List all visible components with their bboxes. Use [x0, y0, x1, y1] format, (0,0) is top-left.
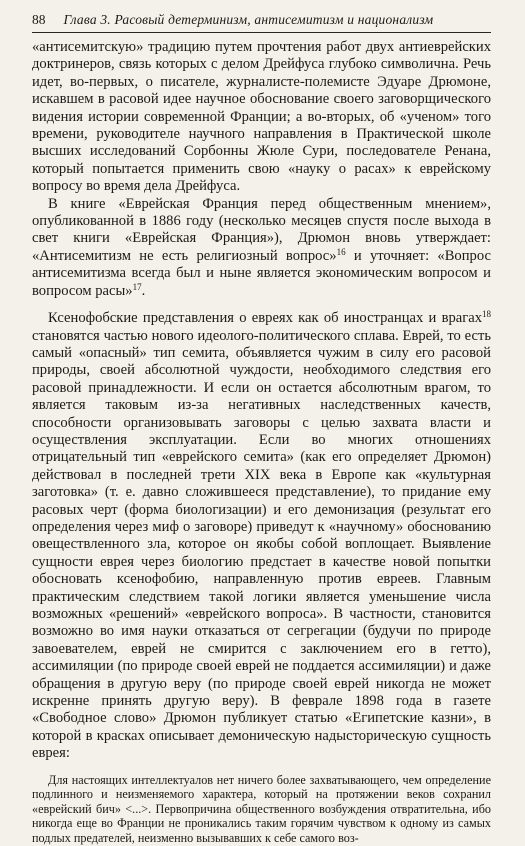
paragraph-1: «антисемитскую» традицию путем прочтения работ двух антиеврейских доктринеров, связь которых с делом Дрейфуса глубоко символична. Речь идет, во-первых, о писателе, журналисте-полемисте Эдуаре Дрюмоне, искавшем в расовой идее научное обоснование своего заговорщического видения истории современной Франции; а во-вторых, об «ученом» того времени, руководителе научного направления в Практической школе высших исследований Сорбонны Жюле Сури, последователе Ренана, который попытается применить свою «науку о расах» к еврейскому вопросу во время дела Дрейфуса. [32, 39, 491, 195]
footnote-ref-17: 17 [132, 281, 142, 292]
paragraph-3-text: становятся частью нового идеолого-политического сплава. Еврей, то есть самый «опасный» тип семита, объявляется чужим в силу его расовой природы, своей абсолютной чуждости, необходимого следствия его расовой принадлежности. И если он остается абсолютным врагом, то является таковым из-за негативных наследственных качеств, способности организовывать заговоры с целью захвата власти и осуществления эксплуатации. Если во многих отношениях отрицательный тип «еврейского семита» (как его определяет Дрюмон) действовал в последней трети XIX века в Европе как «культурная заготовка» (т. е. давно сложившееся представление), то придание ему расовых черт (форма биологизации) и его демонизация (результат его определения через миф о заговоре) приведут к «научному» обоснованию овеществленного зла, которое он якобы собой воплощает. Выявление сущности еврея через биологию предстает в качестве новой попытки обосновать ксенофобию, направленную против евреев. Главным практическим следствием такой логики является уменьшение числа возможных «решений» «еврейского вопроса». В частности, становится возможно во имя науки отказаться от сегрегации (будучи по природе завоевателем, еврей не смирится с заключением его в гетто), ассимиляции (по природе своей еврей не поддается ассимиляции) и даже обращения в другую веру (по природе своей еврей никогда не может искренне принять другую веру). В феврале 1898 года в газете «Свободное слово» Дрюмон публикует статью «Египетские казни», в которой в красках описывает демоническую надысторическую сущность еврея: [32, 327, 491, 762]
chapter-title: Глава 3. Расовый детерминизм, антисемитизм и национализм [63, 12, 434, 27]
paragraph-3 [32, 310, 491, 763]
paragraph-2-end: . [141, 282, 146, 299]
paragraph-2 [32, 196, 491, 300]
block-quote [32, 773, 491, 846]
paragraph-2-text: В книге «Еврейская Франция перед общественным мнением», опубликованной в 1886 году (несколько месяцев спустя после выхода в свет книги «Еврейская Франция»), Дрюмон вновь утверждает: «Антисемитизм не есть религиозный вопрос» [32, 195, 491, 264]
running-head [32, 12, 491, 33]
page-number: 88 [32, 12, 46, 27]
footnote-ref-18: 18 [482, 309, 491, 320]
footnote-ref-16: 16 [336, 246, 346, 257]
paragraph-3-start: Ксенофобские представления о евреях как об иностранцах и врагах [48, 310, 482, 327]
body-text [32, 39, 491, 763]
paragraph-2-mid: и уточняет: «Вопрос антисемитизма всегда был и ныне является экономическим вопросом и вопросом расы» [32, 247, 491, 299]
quote-text: Для настоящих интеллектуалов нет ничего более захватывающего, чем определение подлинного и неизменяемого характера, который на протяжении веков сохранил «еврейский бич» <...>. Первопричина общественного возбуждения отвратительна, ибо никогда еще во Франции не проникались таким горячим чувством к одному из самых подлых предателей, неизменно вызывавших к себе самого воз- [32, 772, 491, 846]
